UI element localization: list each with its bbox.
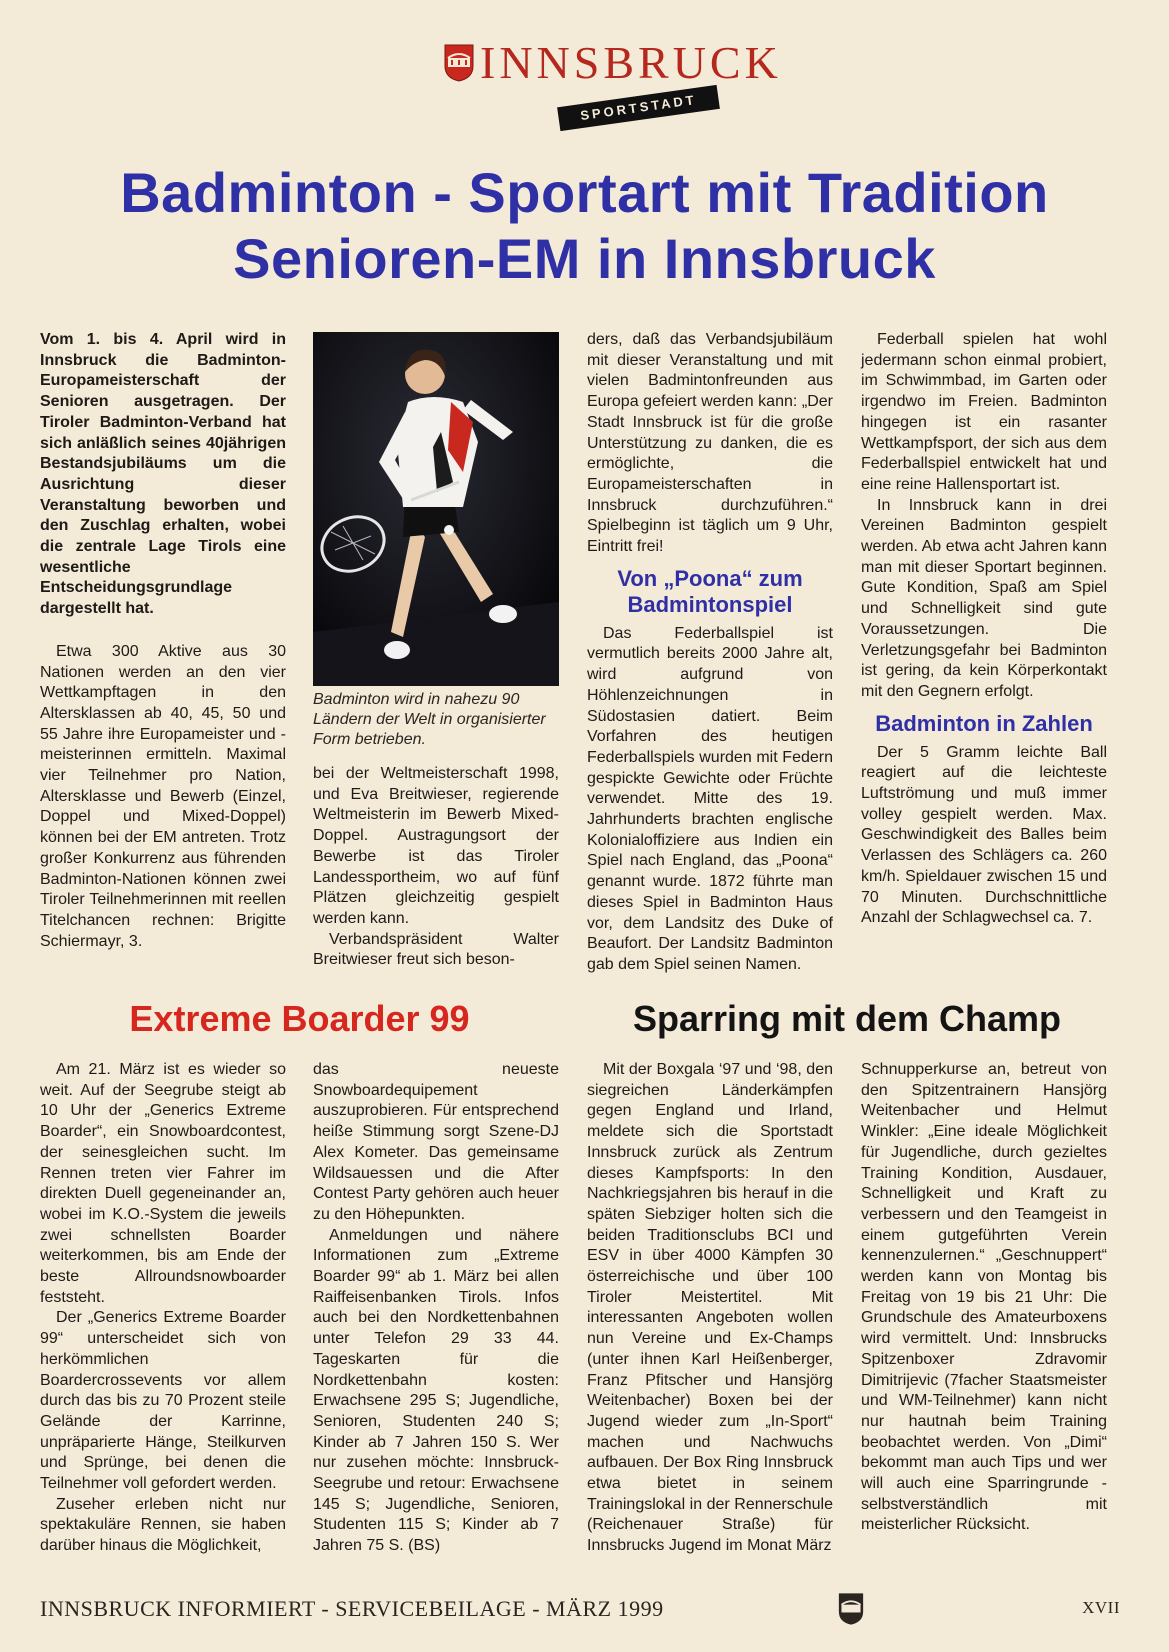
badminton-paragraph: Federball spielen hat wohl jedermann schon einmal probiert, im Schwimmbad, im Garten oder irgendwo im Freien. Badminton hingegen ist ein rasanter Wettkampfsport, der sich aus dem Federballspiel entwickelt hat und eine reine Hallensportart ist.: [861, 331, 1107, 493]
headline-line-1: Badminton - Sportart mit Tradition: [120, 161, 1049, 224]
sparring-column-2: [861, 1060, 1107, 1536]
sparring-paragraph: Mit der Boxgala ‘97 und ‘98, den siegreichen Länderkämpfen gegen England und Irland, meldete sich die Sportstadt Innsbruck zurück als Zentrum dieses Kampfsports: In den Nachkriegsjahren bis herauf in die späten Siebziger holten sich die beiden Traditionsclubs BCI und ESV in über 4000 Kämpfen 30 österreichische und über 100 Tiroler Meistertitel. Mit interessanten Angeboten wollen nun Vereine und Ex-Champs (unter ihnen Karl Heißenberger, Franz Pfitscher und Hansjörg Weitenbacher) Boxen bei der Jugend wieder zum „In-Sport“ machen und Nachwuchs aufbauen. Der Box Ring Innsbruck etwa bietet in seinem Trainingslokal in der Rennerschule (Reichenauer Straße) für Innsbrucks Jugend im Monat März: [587, 1061, 833, 1555]
badminton-paragraph: ders, daß das Verbandsjubiläum mit dieser Veranstaltung und mit vielen Badmintonfreunden aus Europa gefeiert werden kann: „Der Stadt Innsbruck ist für die große Unterstützung zu danken, die es ermöglichte, die Europameisterschaften in Innsbruck durchzuführen.“ Spielbeginn ist täglich um 9 Uhr, Eintritt frei!: [587, 331, 833, 556]
badminton-paragraph: In Innsbruck kann in drei Vereinen Badminton gespielt werden. Ab etwa acht Jahren kann man mit dieser Sportart beginnen. Gute Kondition, Spaß am Spiel und Schnelligkeit sind gute Voraussetzungen. Die Verletzungsgefahr bei Badminton ist gering, da kein Körperkontakt mit den Gegnern erfolgt.: [861, 496, 1107, 700]
badminton-player-photo: [313, 332, 559, 686]
badminton-paragraph: Der 5 Gramm leichte Ball reagiert auf die leichteste Luftströmung und muß immer volley gespielt werden. Max. Geschwindigkeit des Balles beim Verlassen des Schlägers ca. 260 km/h. Spieldauer zwischen 15 und 70 Minuten. Durchschnittliche Anzahl der Schlagwechsel ca. 7.: [861, 743, 1107, 927]
extreme-paragraph: Der „Generics Extreme Boarder 99“ unterscheidet sich von herkömmlichen Boardercrossevents vor allem durch das bis zu 70 Prozent steile Gelände der Karrinne, unpräparierte Hänge, Steilkurven und Sprünge, bei denen die Teilnehmer voll gefordert werden.: [40, 1309, 286, 1493]
extreme-paragraph: Am 21. März ist es wieder so weit. Auf der Seegrube steigt ab 10 Uhr der „Generics Extreme Boarder“, ein Snowboardcontest, der seinesgleichen sucht. Im Rennen treten vier Fahrer im direkten Duell gegeneinander an, wobei im K.O.-System die jeweils zwei schnellsten Boarder weiterkommen, bis am Ende der beste Allroundsnowboarder feststeht.: [40, 1061, 286, 1306]
subheading-poona: Von „Poona“ zum Badmintonspiel: [617, 565, 803, 617]
page-number: XVII: [1082, 1598, 1120, 1617]
masthead: [440, 36, 782, 136]
extreme-column-2: [313, 1060, 559, 1557]
badminton-paragraph: Etwa 300 Aktive aus 30 Nationen werden an den vier Wettkampftagen in den Altersklassen ab 40, 45, 50 und 55 Jahre ihre Europameister und -meisterinnen ermitteln. Maximal vier Teilnehmer pro Nation, Altersklasse und Bewerb (Einzel, Doppel und Mixed-Doppel) können bei der EM antreten. Trotz großer Konkurrenz aus führenden Badminton-Nationen können zwei Tiroler Teilnehmerinnen mit reellen Titelchancen rechnen: Brigitte Schiermayr, 3.: [40, 642, 286, 950]
sparring-column-1: [587, 1060, 833, 1557]
badminton-paragraph: bei der Weltmeisterschaft 1998, und Eva Breitwieser, regierende Weltmeisterin im Bewerb Mixed-Doppel. Austragungsort der Bewerbe ist das Tiroler Landessportheim, wo auf fünf Plätzen gleichzeitig gespielt werden kann.: [313, 765, 559, 927]
extreme-paragraph: Anmeldungen und nähere Informationen zum „Extreme Boarder 99“ ab 1. März bei allen Raiffeisenbanken Tirols. Infos auch bei den Nordkettenbahnen unter Telefon 29 33 44. Tageskarten für die Nordkettenbahn kosten: Erwachsene 295 S; Jugendliche, Senioren, Studenten 240 S; Kinder ab 7 Jahren 150 S. Wer nur zusehen möchte: Innsbruck-Seegrube und retour: Erwachsene 145 S; Jugendliche, Senioren, Studenten 115 S; Kinder ab 7 Jahren 75 S. (BS): [313, 1226, 559, 1555]
badminton-column-1: [40, 330, 286, 952]
badminton-paragraph: Verbandspräsident Walter Breitwieser freut sich beson-: [313, 930, 559, 969]
badminton-column-4: [861, 330, 1107, 929]
sparring-paragraph: Schnupperkurse an, betreut von den Spitzentrainern Hansjörg Weitenbacher und Helmut Winkler: „Eine ideale Möglichkeit für Jugendliche, durch gezieltes Training Kondition, Ausdauer, Schnelligkeit und Kraft zu verbessern und den Teamgeist in einem gutgeführten Verein kennenzulernen.“ „Geschnuppert“ werden kann von Montag bis Freitag von 19 bis 21 Uhr: Die Grundschule des Amateurboxens wird vermittelt. Und: Innsbrucks Spitzenboxer Zdravomir Dimitrijevic (7facher Staatsmeister und WM-Teilnehmer) kann nicht nur hautnah beim Training beobachtet werden. Von „Dimi“ bekommt man auch Tips und wer will auch eine Sparringrunde - selbstverständlich mit meisterlicher Rücksicht.: [861, 1061, 1107, 1534]
innsbruck-coat-of-arms-icon: [838, 1592, 864, 1626]
extreme-paragraph: Zuseher erleben nicht nur spektakuläre Rennen, sie haben darüber hinaus die Möglichkeit,: [40, 1495, 286, 1555]
main-headline: [30, 160, 1139, 292]
sparring-title: Sparring mit dem Champ: [632, 998, 1062, 1039]
extreme-boarder-title: Extreme Boarder 99: [129, 998, 470, 1039]
footer-publication: INNSBRUCK INFORMIERT - SERVICEBEILAGE - MÄRZ 1999: [40, 1596, 664, 1621]
badminton-lead: Vom 1. bis 4. April wird in Innsbruck die Badminton-Europameisterschaft der Senioren ausgetragen. Der Tiroler Badminton-Verband hat sich anläßlich seines 40jährigen Bestandsjubiläums um die Ausrichtung dieser Veranstaltung beworben und den Zuschlag erhalten, wobei die zentrale Lage Tirols eine wesentliche Entscheidungsgrundlage dargestellt hat.: [40, 331, 286, 618]
extreme-column-1: [40, 1060, 286, 1557]
badminton-player-image: [313, 332, 559, 686]
extreme-paragraph: das neueste Snowboardequipement auszuprobieren. Für entsprechend heiße Stimmung sorgt Szene-DJ Alex Kometer. Das gemeinsame Wildsauessen und die After Contest Party gehören auch heuer zu den Höhepunkten.: [313, 1061, 559, 1223]
badminton-column-2: [313, 764, 559, 971]
badminton-column-3: [587, 330, 833, 976]
innsbruck-coat-of-arms-icon: [444, 44, 474, 82]
photo-caption: Badminton wird in nahezu 90 Ländern der Welt in organisierter Form betrieben.: [313, 691, 546, 748]
sportstadt-tag: SPORTSTADT: [557, 85, 720, 131]
brand-logo: INNSBRUCK: [480, 37, 782, 88]
subheading-zahlen: Badminton in Zahlen: [875, 710, 1093, 736]
badminton-paragraph: Das Federballspiel ist vermutlich bereits 2000 Jahre alt, wird aufgrund von Höhlenzeichnungen in Südostasien datiert. Beim Vorfahren des heutigen Federballspiels wurden mit Federn gespickte Gewichte oder Früchte verwendet. Mitte des 19. Jahrhunderts brachten englische Kolonialoffiziere aus Indien ein Spiel nach England, das „Poona“ genannt wurde. 1872 führte man dieses Spiel in Badminton Haus vor, dem Landsitz des Duke of Beaufort. Der Landsitz Badminton gab dem Spiel seinen Namen.: [587, 624, 833, 973]
page-footer: [40, 1596, 1120, 1626]
headline-line-2: Senioren-EM in Innsbruck: [233, 227, 936, 290]
